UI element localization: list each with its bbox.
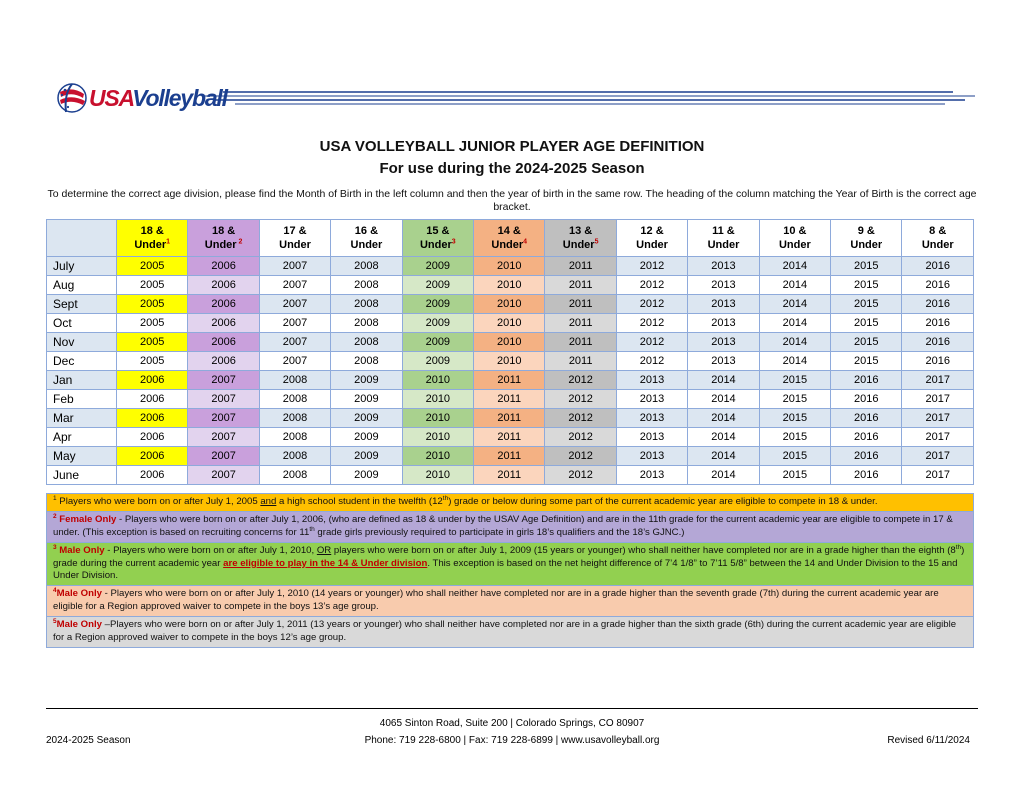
- table-row: [47, 371, 974, 390]
- year-cell: 2014: [759, 295, 830, 314]
- column-header: 18 & Under$^1$: [117, 220, 188, 257]
- year-cell: 2014: [759, 352, 830, 371]
- year-cell: 2009: [331, 409, 402, 428]
- month-cell: Mar: [47, 409, 117, 428]
- year-cell: 2007: [259, 314, 330, 333]
- year-cell: 2006: [188, 352, 259, 371]
- year-cell: 2014: [688, 466, 759, 485]
- year-cell: 2007: [259, 295, 330, 314]
- year-cell: 2015: [759, 466, 830, 485]
- year-cell: 2009: [331, 466, 402, 485]
- header-rule-lines: [205, 88, 975, 110]
- year-cell: 2012: [616, 295, 687, 314]
- table-row: [47, 314, 974, 333]
- table-row: [47, 409, 974, 428]
- year-cell: 2006: [117, 466, 188, 485]
- year-cell: 2013: [688, 352, 759, 371]
- year-cell: 2012: [616, 257, 687, 276]
- year-cell: 2013: [616, 428, 687, 447]
- table-row: [47, 333, 974, 352]
- year-cell: 2015: [831, 257, 902, 276]
- year-cell: 2014: [688, 409, 759, 428]
- year-cell: 2011: [545, 314, 616, 333]
- volleyball-icon: [56, 82, 88, 114]
- month-cell: Jan: [47, 371, 117, 390]
- year-cell: 2013: [688, 314, 759, 333]
- footnote-2: $^2$ Female Only - Players who were born on or after July 1, 2006, (who are defined as 18 & under by the USAV Age Definition) and are in the 11th grade for the current academic year are eligible to compete in 17 & under. (This exception is based on recruiting concerns for 11th grade girls previously required to participate in girls 18’s qualifiers and the 18’s GJNC.): [47, 512, 973, 543]
- year-cell: 2015: [759, 428, 830, 447]
- year-cell: 2010: [402, 428, 473, 447]
- year-cell: 2006: [188, 276, 259, 295]
- month-cell: Apr: [47, 428, 117, 447]
- year-cell: 2009: [402, 314, 473, 333]
- year-cell: 2005: [117, 333, 188, 352]
- year-cell: 2006: [117, 409, 188, 428]
- table-row: [47, 428, 974, 447]
- year-cell: 2008: [259, 428, 330, 447]
- year-cell: 2006: [188, 295, 259, 314]
- year-cell: 2010: [402, 371, 473, 390]
- year-cell: 2016: [831, 390, 902, 409]
- year-cell: 2010: [474, 276, 545, 295]
- year-cell: 2010: [474, 257, 545, 276]
- year-cell: 2015: [831, 333, 902, 352]
- column-header: 10 & Under: [759, 220, 830, 257]
- year-cell: 2012: [545, 428, 616, 447]
- year-cell: 2006: [117, 447, 188, 466]
- year-cell: 2010: [402, 447, 473, 466]
- year-cell: 2011: [474, 447, 545, 466]
- year-cell: 2007: [188, 390, 259, 409]
- month-cell: Dec: [47, 352, 117, 371]
- year-cell: 2014: [759, 333, 830, 352]
- usa-volleyball-logo: [56, 82, 227, 114]
- year-cell: 2017: [902, 371, 974, 390]
- year-cell: 2009: [402, 352, 473, 371]
- year-cell: 2010: [474, 352, 545, 371]
- year-cell: 2011: [474, 390, 545, 409]
- year-cell: 2015: [759, 447, 830, 466]
- year-cell: 2017: [902, 447, 974, 466]
- year-cell: 2007: [188, 409, 259, 428]
- month-cell: Feb: [47, 390, 117, 409]
- year-cell: 2010: [402, 409, 473, 428]
- intro-text: To determine the correct age division, please find the Month of Birth in the left column and then the year of birth in the same row. The heading of the column matching the Year of Birth is the correct age bracket.: [47, 188, 977, 213]
- year-cell: 2005: [117, 276, 188, 295]
- year-cell: 2008: [259, 409, 330, 428]
- logo-wordmark: USAVolleyball: [89, 84, 227, 111]
- footnote-5: $^5$Male Only –Players who were born on or after July 1, 2011 (13 years or younger) who shall neither have completed nor are in a grade higher than the sixth grade (6th) during the current academic year are eligible for a Region approved waiver to compete in the boys 12’s age group.: [47, 617, 973, 647]
- year-cell: 2011: [545, 276, 616, 295]
- year-cell: 2017: [902, 390, 974, 409]
- month-cell: June: [47, 466, 117, 485]
- year-cell: 2014: [688, 428, 759, 447]
- year-cell: 2015: [759, 409, 830, 428]
- column-header: 16 & Under: [331, 220, 402, 257]
- year-cell: 2007: [188, 371, 259, 390]
- year-cell: 2016: [902, 352, 974, 371]
- year-cell: 2006: [188, 314, 259, 333]
- year-cell: 2012: [616, 352, 687, 371]
- year-cell: 2014: [688, 371, 759, 390]
- table-row: [47, 447, 974, 466]
- page-title: USA VOLLEYBALL JUNIOR PLAYER AGE DEFINITION: [319, 138, 705, 155]
- year-cell: 2012: [616, 314, 687, 333]
- year-cell: 2007: [259, 276, 330, 295]
- year-cell: 2009: [402, 276, 473, 295]
- year-cell: 2017: [902, 428, 974, 447]
- table-body: [47, 257, 974, 485]
- year-cell: 2010: [402, 390, 473, 409]
- year-cell: 2008: [259, 371, 330, 390]
- year-cell: 2015: [831, 276, 902, 295]
- year-cell: 2005: [117, 352, 188, 371]
- year-cell: 2005: [117, 314, 188, 333]
- year-cell: 2017: [902, 409, 974, 428]
- year-cell: 2016: [902, 314, 974, 333]
- footer-revised: Revised 6/11/2024: [887, 735, 970, 746]
- year-cell: 2009: [402, 257, 473, 276]
- table-header-row: [47, 220, 974, 257]
- year-cell: 2016: [902, 276, 974, 295]
- month-cell: July: [47, 257, 117, 276]
- year-cell: 2011: [545, 333, 616, 352]
- year-cell: 2013: [688, 333, 759, 352]
- year-cell: 2011: [474, 466, 545, 485]
- year-cell: 2014: [688, 390, 759, 409]
- year-cell: 2015: [759, 371, 830, 390]
- table-row: [47, 295, 974, 314]
- year-cell: 2016: [831, 466, 902, 485]
- year-cell: 2010: [474, 295, 545, 314]
- year-cell: 2012: [616, 276, 687, 295]
- year-cell: 2006: [117, 371, 188, 390]
- year-cell: 2008: [259, 390, 330, 409]
- footer-divider: [46, 708, 978, 709]
- column-header: 18 & Under $^2$: [188, 220, 259, 257]
- column-header: 13 & Under$^5$: [545, 220, 616, 257]
- year-cell: 2014: [759, 276, 830, 295]
- footnote-1: $^1$ Players who were born on or after July 1, 2005 and a high school student in the twelfth (12th) grade or below during some part of the current academic year are eligible to compete in 18 & under.: [47, 494, 973, 512]
- year-cell: 2012: [545, 390, 616, 409]
- year-cell: 2012: [545, 371, 616, 390]
- table-row: [47, 390, 974, 409]
- footer-season: 2024-2025 Season: [46, 735, 131, 746]
- column-header: 9 & Under: [831, 220, 902, 257]
- year-cell: 2015: [831, 352, 902, 371]
- month-cell: May: [47, 447, 117, 466]
- year-cell: 2012: [545, 409, 616, 428]
- year-cell: 2013: [616, 390, 687, 409]
- year-cell: 2016: [831, 409, 902, 428]
- year-cell: 2008: [259, 447, 330, 466]
- table-row: [47, 466, 974, 485]
- year-cell: 2010: [474, 333, 545, 352]
- year-cell: 2015: [831, 314, 902, 333]
- year-cell: 2012: [545, 447, 616, 466]
- month-cell: Sept: [47, 295, 117, 314]
- footnote-3: $^3$ Male Only - Players who were born on or after July 1, 2010, OR players who were born on or after July 1, 2009 (15 years or younger) who shall neither have completed nor are in a grade higher than the eighth (8th) grade during the current academic year are eligible to play in the 14 & Under division. This exception is based on the net height difference of 7’4 1/8” to 7’11 5/8” between the 14 and Under Division to the 15 and Under Division.: [47, 543, 973, 586]
- year-cell: 2009: [331, 371, 402, 390]
- year-cell: 2011: [545, 295, 616, 314]
- year-cell: 2013: [616, 409, 687, 428]
- year-cell: 2013: [616, 466, 687, 485]
- page-subtitle: For use during the 2024-2025 Season: [379, 160, 645, 177]
- year-cell: 2006: [117, 390, 188, 409]
- year-cell: 2006: [188, 333, 259, 352]
- column-header: 12 & Under: [616, 220, 687, 257]
- year-cell: 2015: [831, 295, 902, 314]
- year-cell: 2009: [402, 333, 473, 352]
- year-cell: 2017: [902, 466, 974, 485]
- year-cell: 2007: [259, 352, 330, 371]
- year-cell: 2013: [688, 276, 759, 295]
- year-cell: 2011: [474, 428, 545, 447]
- year-cell: 2011: [474, 409, 545, 428]
- year-cell: 2016: [831, 447, 902, 466]
- footer-address: 4065 Sinton Road, Suite 200 | Colorado Springs, CO 80907: [379, 718, 645, 729]
- year-cell: 2007: [188, 428, 259, 447]
- year-cell: 2008: [331, 352, 402, 371]
- table-row: [47, 276, 974, 295]
- year-cell: 2014: [759, 257, 830, 276]
- year-cell: 2013: [616, 371, 687, 390]
- year-cell: 2009: [331, 447, 402, 466]
- year-cell: 2009: [331, 390, 402, 409]
- year-cell: 2008: [331, 314, 402, 333]
- column-header: 17 & Under: [259, 220, 330, 257]
- year-cell: 2007: [188, 447, 259, 466]
- month-cell: Aug: [47, 276, 117, 295]
- age-definition-table: [46, 219, 974, 485]
- table-row: [47, 352, 974, 371]
- year-cell: 2006: [188, 257, 259, 276]
- year-cell: 2012: [616, 333, 687, 352]
- year-cell: 2005: [117, 257, 188, 276]
- month-cell: Oct: [47, 314, 117, 333]
- year-cell: 2013: [616, 447, 687, 466]
- year-cell: 2007: [259, 333, 330, 352]
- year-cell: 2008: [331, 295, 402, 314]
- year-cell: 2011: [545, 352, 616, 371]
- year-cell: 2007: [188, 466, 259, 485]
- year-cell: 2016: [902, 257, 974, 276]
- year-cell: 2010: [474, 314, 545, 333]
- year-cell: 2015: [759, 390, 830, 409]
- year-cell: 2008: [331, 333, 402, 352]
- year-cell: 2008: [331, 276, 402, 295]
- footnotes: [46, 493, 974, 648]
- month-cell: Nov: [47, 333, 117, 352]
- year-cell: 2012: [545, 466, 616, 485]
- footer-contact: Phone: 719 228-6800 | Fax: 719 228-6899 | www.usavolleyball.org: [364, 735, 660, 746]
- year-cell: 2014: [759, 314, 830, 333]
- year-cell: 2011: [474, 371, 545, 390]
- year-cell: 2011: [545, 257, 616, 276]
- column-header: 14 & Under$^4$: [474, 220, 545, 257]
- year-cell: 2016: [902, 333, 974, 352]
- table-row: [47, 257, 974, 276]
- year-cell: 2013: [688, 257, 759, 276]
- column-header: 11 & Under: [688, 220, 759, 257]
- year-cell: 2006: [117, 428, 188, 447]
- year-cell: 2010: [402, 466, 473, 485]
- year-cell: 2005: [117, 295, 188, 314]
- column-header: 8 & Under: [902, 220, 974, 257]
- year-cell: 2008: [259, 466, 330, 485]
- footnote-4: $^4$Male Only - Players who were born on or after July 1, 2010 (14 years or younger) who shall neither have completed nor are in a grade higher than the seventh grade (7th) during the current academic year are eligible for a Region approved waiver to compete in the boys 13’s age group.: [47, 586, 973, 617]
- year-cell: 2016: [831, 371, 902, 390]
- year-cell: 2009: [331, 428, 402, 447]
- year-cell: 2009: [402, 295, 473, 314]
- year-cell: 2008: [331, 257, 402, 276]
- year-cell: 2014: [688, 447, 759, 466]
- year-cell: 2016: [902, 295, 974, 314]
- year-cell: 2007: [259, 257, 330, 276]
- year-cell: 2013: [688, 295, 759, 314]
- year-cell: 2016: [831, 428, 902, 447]
- column-header: 15 & Under$^3$: [402, 220, 473, 257]
- corner-cell: [47, 220, 117, 257]
